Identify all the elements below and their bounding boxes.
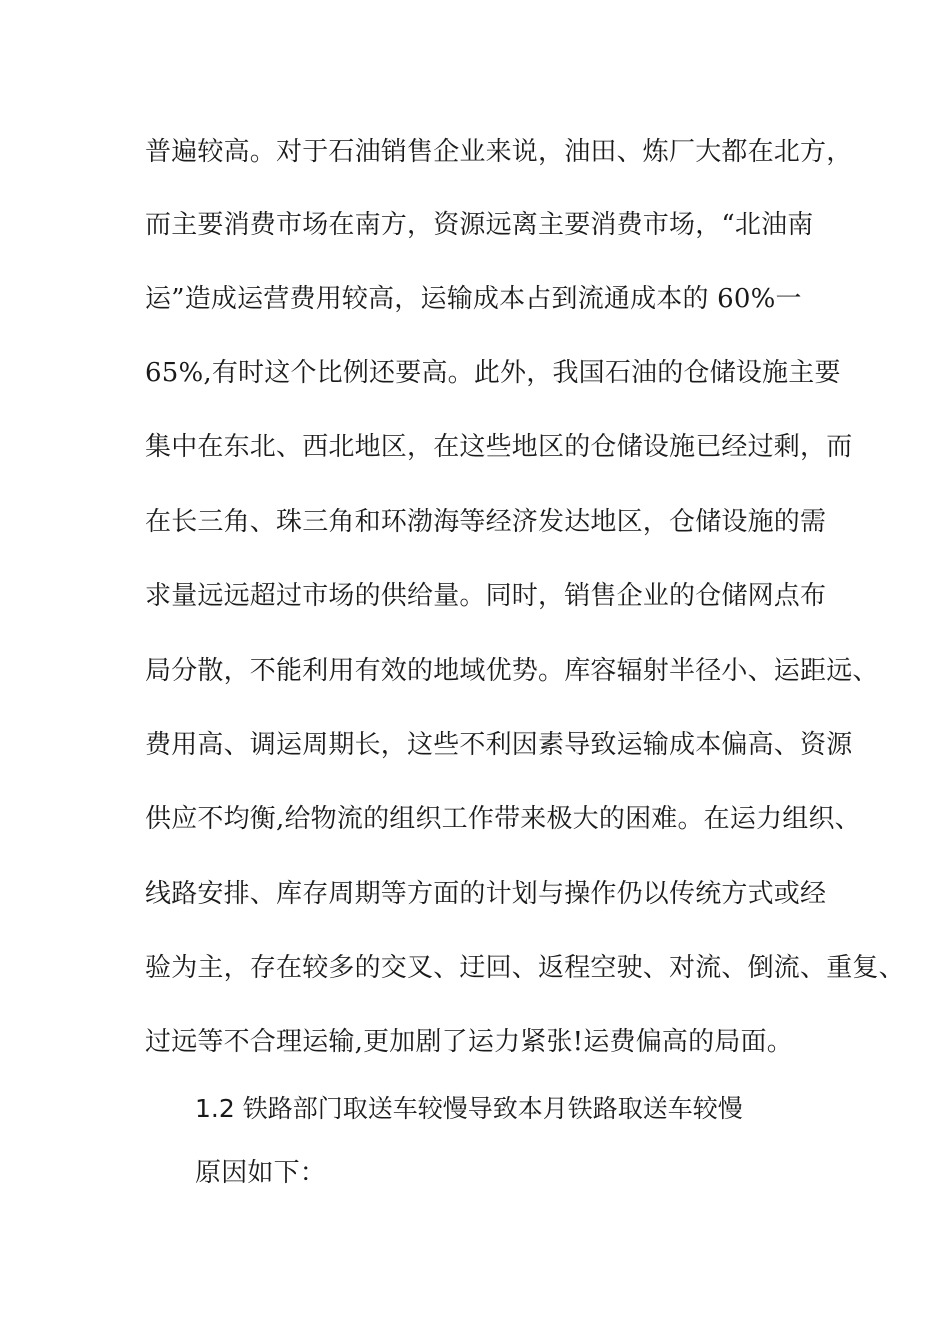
section-heading: 1.2 铁路部门取送车较慢导致本月铁路取送车较慢 bbox=[195, 1094, 743, 1123]
paragraph-line: 65%,有时这个比例还要高。此外，我国石油的仓储设施主要 bbox=[145, 358, 841, 388]
paragraph-line: 费用高、调运周期长，这些不利因素导致运输成本偏高、资源 bbox=[145, 730, 853, 760]
paragraph-line: 验为主，存在较多的交叉、迂回、返程空驶、对流、倒流、重复、 bbox=[145, 953, 905, 983]
paragraph-line: 在长三角、珠三角和环渤海等经济发达地区，仓储设施的需 bbox=[145, 507, 827, 537]
paragraph-line: 线路安排、库存周期等方面的计划与操作仍以传统方式或经 bbox=[145, 879, 827, 909]
paragraph-line: 而主要消费市场在南方，资源远离主要消费市场，“北油南 bbox=[145, 210, 814, 240]
paragraph-line: 原因如下： bbox=[195, 1158, 327, 1188]
paragraph-line: 供应不均衡,给物流的组织工作带来极大的困难。在运力组织、 bbox=[145, 804, 861, 834]
paragraph-line: 过远等不合理运输,更加剧了运力紧张!运费偏高的局面。 bbox=[145, 1027, 793, 1057]
paragraph-line: 普遍较高。对于石油销售企业来说，油田、炼厂大都在北方， bbox=[145, 137, 853, 167]
paragraph-line: 集中在东北、西北地区，在这些地区的仓储设施已经过剩，而 bbox=[145, 432, 853, 462]
paragraph-line: 运”造成运营费用较高，运输成本占到流通成本的 60%一 bbox=[145, 284, 802, 314]
paragraph-line: 局分散，不能利用有效的地域优势。库容辐射半径小、运距远、 bbox=[145, 656, 879, 686]
paragraph-line: 求量远远超过市场的供给量。同时，销售企业的仓储网点布 bbox=[145, 581, 827, 611]
